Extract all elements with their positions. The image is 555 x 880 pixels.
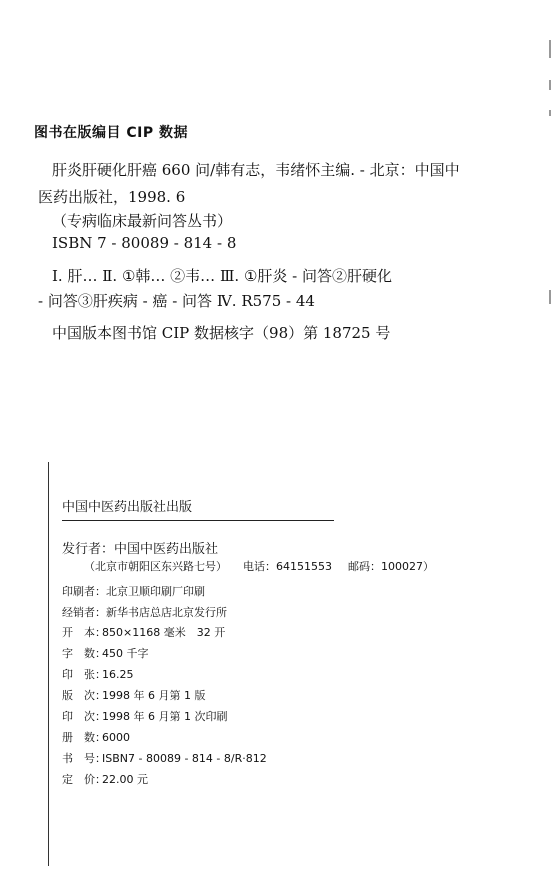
postcode-text: 邮码：100027） [348, 560, 434, 573]
scan-edge-marks [549, 40, 553, 340]
spec-label: 印 次： [62, 710, 106, 723]
spec-row-format [62, 624, 225, 640]
spec-row-edition [62, 687, 205, 703]
cip-series-line: （专病临床最新问答丛书） [52, 212, 233, 230]
spec-label: 印 张： [62, 668, 106, 681]
seller-line: 经销者：新华书店总店北京发行所 [62, 606, 227, 619]
spec-label: 书 号： [62, 752, 106, 765]
spec-value: 450 千字 [102, 647, 149, 660]
spec-value: 6000 [102, 731, 130, 744]
spec-value: ISBN7 - 80089 - 814 - 8/R·812 [102, 752, 267, 765]
spec-label: 开 本： [62, 626, 106, 639]
spec-label: 册 数： [62, 731, 106, 744]
spec-label: 定 价： [62, 773, 106, 786]
phone-text: 电话：64151553 [243, 560, 332, 573]
spec-row-sheets [62, 666, 134, 682]
cip-record-number: 中国版本图书馆 CIP 数据核字（98）第 18725 号 [52, 324, 391, 342]
spec-row-printing [62, 708, 227, 724]
spec-label: 字 数： [62, 647, 106, 660]
cip-subject-line-continued: - 问答③肝疾病 - 癌 - 问答 Ⅳ. R575 - 44 [38, 292, 315, 310]
spec-row-copies [62, 729, 130, 745]
distributor-line: 发行者：中国中医药出版社 [62, 542, 219, 557]
cip-publisher-line: 医药出版社，1998. 6 [38, 188, 186, 206]
cip-isbn-line: ISBN 7 - 80089 - 814 - 8 [52, 234, 237, 252]
colophon-left-border [48, 462, 49, 866]
spec-value: 16.25 [102, 668, 134, 681]
spec-row-book-number [62, 750, 267, 766]
spec-row-word-count [62, 645, 149, 661]
spec-row-price [62, 771, 148, 787]
spec-value: 22.00 元 [102, 773, 148, 786]
spec-label: 版 次： [62, 689, 106, 702]
spec-value: 1998 年 6 月第 1 次印刷 [102, 710, 228, 723]
colophon-divider [62, 520, 334, 521]
spec-value: 850×1168 毫米 32 开 [102, 626, 226, 639]
spec-value: 1998 年 6 月第 1 版 [102, 689, 206, 702]
cip-subject-line: Ⅰ. 肝… Ⅱ. ①韩… ②韦… Ⅲ. ①肝炎 - 问答②肝硬化 [52, 267, 392, 285]
address-text: （北京市朝阳区东兴路七号） [84, 560, 227, 573]
publisher-name: 中国中医药出版社出版 [62, 500, 193, 515]
printer-line: 印刷者：北京卫顺印刷厂印刷 [62, 585, 205, 598]
cip-title-line: 肝炎肝硬化肝癌 660 问/韩有志，韦绪怀主编. - 北京：中国中 [52, 161, 460, 179]
address-line [84, 558, 434, 574]
cip-heading: 图书在版编目 CIP 数据 [34, 125, 188, 141]
